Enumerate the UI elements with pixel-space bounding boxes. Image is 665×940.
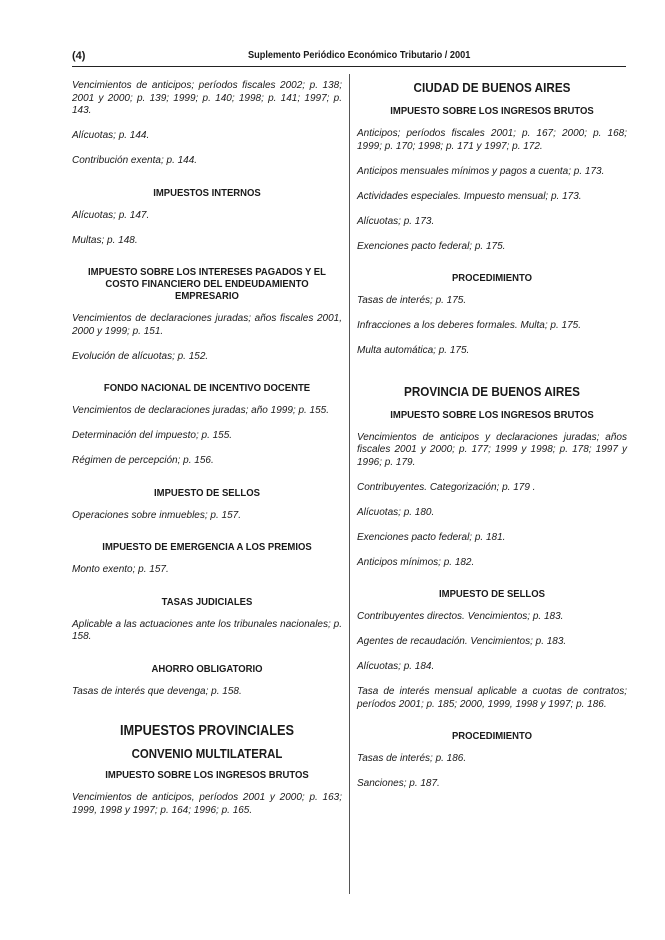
index-entry: Anticipos mínimos; p. 182. <box>357 556 475 568</box>
index-entry: Monto exento; p. 157. <box>72 564 169 575</box>
index-entry: Alícuotas; p. 180. <box>357 506 435 518</box>
index-entry: Actividades especiales. Impuesto mensual; p. 173. <box>357 190 582 202</box>
page-header <box>72 50 626 67</box>
index-entry: Tasa de interés mensual aplicable a cuotas de contratos; períodos 2001; p. 185; 2000, 1999, 1998 y 1997; p. 186. <box>357 686 627 710</box>
index-entry: Agentes de recaudación. Vencimientos; p. 183. <box>357 636 567 647</box>
index-entry: Alícuotas; p. 147. <box>72 209 150 221</box>
index-entry: Sanciones; p. 187. <box>357 778 440 789</box>
part-heading: IMPUESTOS PROVINCIALES <box>119 722 295 739</box>
section-heading: PROCEDIMIENTO <box>451 273 533 284</box>
section-heading: IMPUESTO SOBRE LOS INGRESOS BRUTOS <box>390 409 594 421</box>
index-entry: Contribuyentes directos. Vencimientos; p. 183. <box>357 611 564 622</box>
section-heading: AHORRO OBLIGATORIO <box>151 663 263 675</box>
index-entry: Anticipos mensuales mínimos y pagos a cuenta; p. 173. <box>357 165 605 177</box>
section-heading: IMPUESTO SOBRE LOS INTERESES PAGADOS Y EL COSTO FINANCIERO DEL ENDEUDAMIENTO EMPRESARIO <box>88 267 326 302</box>
left-column <box>72 80 342 830</box>
right-column <box>357 80 627 803</box>
index-entry: Determinación del impuesto; p. 155. <box>72 430 233 441</box>
index-entry: Alícuotas; p. 184. <box>357 661 435 672</box>
section-heading: IMPUESTO DE EMERGENCIA A LOS PREMIOS <box>102 542 312 553</box>
index-entry: Tasas de interés; p. 186. <box>357 753 467 764</box>
index-entry: Alícuotas; p. 144. <box>72 130 150 141</box>
index-entry: Aplicable a las actuaciones ante los tribunales nacionales; p. 158. <box>72 618 342 642</box>
section-heading: IMPUESTOS INTERNOS <box>153 187 261 199</box>
running-title: Suplemento Periódico Económico Tributario / 2001 <box>248 50 471 61</box>
index-entry: Operaciones sobre inmuebles; p. 157. <box>72 509 241 521</box>
jurisdiction-heading: CIUDAD DE BUENOS AIRES <box>413 80 571 95</box>
index-entry: Vencimientos de declaraciones juradas; año 1999; p. 155. <box>72 405 330 416</box>
index-entry: Vencimientos de declaraciones juradas; años fiscales 2001, 2000 y 1999; p. 151. <box>72 313 342 337</box>
index-entry: Exenciones pacto federal; p. 175. <box>357 240 506 252</box>
section-heading: TASAS JUDICIALES <box>161 596 253 608</box>
index-entry: Exenciones pacto federal; p. 181. <box>357 531 506 543</box>
index-entry: Contribución exenta; p. 144. <box>72 155 198 166</box>
index-entry: Evolución de alícuotas; p. 152. <box>72 350 209 362</box>
section-heading: PROCEDIMIENTO <box>451 731 533 742</box>
index-entry: Alícuotas; p. 173. <box>357 215 435 227</box>
index-entry: Anticipos; períodos fiscales 2001; p. 167; 2000; p. 168; 1999; p. 170; 1998; p. 171 y 1997; p. 172. <box>357 128 627 152</box>
index-entry: Multas; p. 148. <box>72 234 138 246</box>
section-heading: IMPUESTO DE SELLOS <box>439 589 545 600</box>
index-entry: Vencimientos de anticipos, períodos 2001 y 2000; p. 163; 1999, 1998 y 1997; p. 164; 1996; p. 165. <box>72 792 342 816</box>
jurisdiction-heading: PROVINCIA DE BUENOS AIRES <box>404 383 580 399</box>
index-entry: Multa automática; p. 175. <box>357 345 470 356</box>
section-heading: IMPUESTO SOBRE LOS INGRESOS BRUTOS <box>105 770 309 781</box>
column-divider <box>349 74 350 894</box>
section-heading: IMPUESTO DE SELLOS <box>154 487 260 499</box>
index-entry: Tasas de interés; p. 175. <box>357 295 467 306</box>
subpart-heading: CONVENIO MULTILATERAL <box>131 746 283 761</box>
section-heading: IMPUESTO SOBRE LOS INGRESOS BRUTOS <box>390 106 594 117</box>
index-entry: Infracciones a los deberes formales. Multa; p. 175. <box>357 320 582 331</box>
index-entry: Vencimientos de anticipos y declaraciones juradas; años fiscales 2001 y 2000; p. 177; 1999 y 1998; p. 178; 1997 y 1996; p. 179. <box>357 431 627 468</box>
section-heading: FONDO NACIONAL DE INCENTIVO DOCENTE <box>103 383 311 394</box>
index-entry: Tasas de interés que devenga; p. 158. <box>72 685 242 697</box>
index-entry: Régimen de percepción; p. 156. <box>72 455 214 466</box>
page-number: (4) <box>72 50 86 62</box>
index-entry: Contribuyentes. Categorización; p. 179 . <box>357 481 536 493</box>
index-entry: Vencimientos de anticipos; períodos fiscales 2002; p. 138; 2001 y 2000; p. 139; 1999; p. 140; 1998; p. 141; 1997; p. 143. <box>72 80 342 116</box>
